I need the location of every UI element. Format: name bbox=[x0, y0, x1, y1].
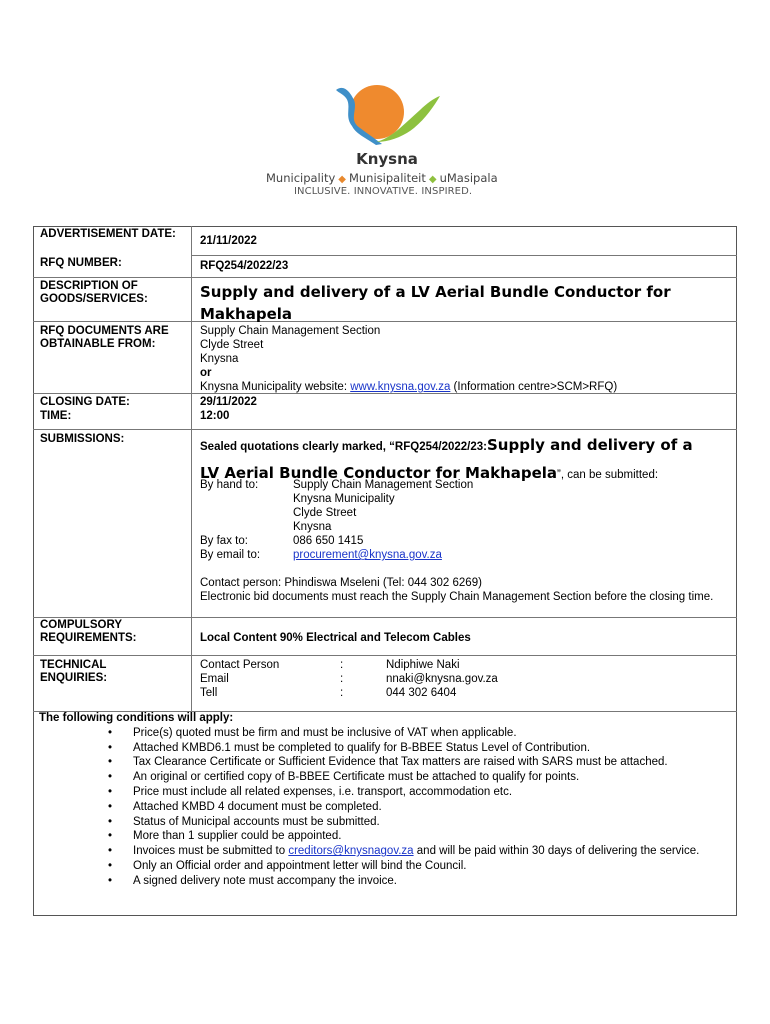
description-label: DESCRIPTION OF GOODS/SERVICES: bbox=[40, 280, 148, 305]
website-suffix: (Information centre>SCM>RFQ) bbox=[450, 381, 618, 393]
by-hand-address bbox=[293, 478, 473, 534]
closing-date-label: CLOSING DATE: bbox=[40, 396, 130, 408]
submissions-intro-prefix: Sealed quotations clearly marked, “RFQ254/2022/23: bbox=[200, 441, 487, 453]
rfq-number-label: RFQ NUMBER: bbox=[40, 257, 122, 269]
email-label: By email to: bbox=[200, 549, 261, 561]
fax-value: 086 650 1415 bbox=[293, 535, 364, 547]
obtainable-line: Supply Chain Management Section bbox=[200, 325, 381, 337]
technical-row-label: Contact Person bbox=[200, 659, 280, 671]
by-hand-label: By hand to: bbox=[200, 479, 259, 491]
obtainable-line: Knysna bbox=[200, 353, 239, 365]
technical-values bbox=[386, 658, 498, 700]
brand-name: Knysna bbox=[356, 150, 418, 168]
condition-item: • Attached KMBD6.1 must be completed to qualify for B-BBEE Status Level of Contribution. bbox=[133, 741, 729, 756]
fax-label: By fax to: bbox=[200, 535, 248, 547]
address-line: Knysna bbox=[293, 521, 332, 533]
description-value: Supply and delivery of a LV Aerial Bundle Conductor for Makhapela bbox=[200, 283, 671, 323]
creditors-email-link[interactable]: creditors@knysnagov.za bbox=[288, 845, 414, 858]
knysna-emblem-icon bbox=[330, 84, 442, 146]
technical-label: TECHNICAL ENQUIRIES: bbox=[40, 659, 108, 684]
municipality-af: Munisipaliteit bbox=[348, 171, 426, 185]
column-divider bbox=[191, 226, 192, 712]
technical-row-sep: : bbox=[340, 673, 344, 685]
technical-row-value: nnaki@knysna.gov.za bbox=[386, 673, 498, 685]
condition-item: • Only an Official order and appointment letter will bind the Council. bbox=[133, 859, 729, 874]
invoice-prefix: Invoices must be submitted to bbox=[133, 845, 289, 858]
row-divider bbox=[33, 655, 737, 656]
technical-row-value: 044 302 6404 bbox=[386, 687, 457, 699]
obtainable-value bbox=[200, 324, 617, 394]
obtainable-line: Clyde Street bbox=[200, 339, 264, 351]
advertisement-date-value: 21/11/2022 bbox=[200, 235, 257, 247]
condition-item: • An original or certified copy of B-BBEE Certificate must be attached to qualify for points. bbox=[133, 770, 729, 785]
condition-item: • Price(s) quoted must be firm and must be inclusive of VAT when applicable. bbox=[133, 726, 729, 741]
technical-labels bbox=[200, 658, 279, 700]
conditions-list bbox=[39, 726, 729, 889]
separator-dot-icon: ◆ bbox=[338, 174, 346, 185]
website-prefix: Knysna Municipality website: bbox=[200, 381, 351, 393]
submissions-label: SUBMISSIONS: bbox=[40, 433, 125, 445]
tagline: INCLUSIVE. INNOVATIVE. INSPIRED. bbox=[294, 186, 473, 197]
contact-person-text: Contact person: Phindiswa Mseleni (Tel: 044 302 6269) bbox=[200, 577, 482, 589]
address-line: Supply Chain Management Section bbox=[293, 479, 474, 491]
technical-row-sep: : bbox=[340, 687, 344, 699]
municipality-xh: uMasipala bbox=[439, 171, 498, 185]
separator-dot-icon: ◆ bbox=[428, 174, 437, 185]
submissions-title-a: Supply and delivery of a bbox=[487, 436, 693, 454]
condition-item: • Tax Clearance Certificate or Sufficient Evidence that Tax matters are raised with SARS must be attached. bbox=[133, 755, 729, 770]
address-line: Knysna Municipality bbox=[293, 493, 395, 505]
time-label: TIME: bbox=[40, 410, 72, 422]
address-line: Clyde Street bbox=[293, 507, 357, 519]
conditions-heading: The following conditions will apply: bbox=[39, 712, 234, 724]
technical-row-value: Ndiphiwe Naki bbox=[386, 659, 460, 671]
condition-item: • Price must include all related expenses, i.e. transport, accommodation etc. bbox=[133, 785, 729, 800]
compulsory-value: Local Content 90% Electrical and Telecom Cables bbox=[200, 632, 471, 644]
obtainable-website-line bbox=[200, 380, 617, 394]
obtainable-or: or bbox=[200, 367, 212, 379]
website-link[interactable]: www.knysna.gov.za bbox=[350, 381, 451, 393]
condition-item-invoice bbox=[133, 844, 729, 859]
advertisement-date-label: ADVERTISEMENT DATE: bbox=[40, 228, 176, 240]
condition-item: • Attached KMBD 4 document must be completed. bbox=[133, 800, 729, 815]
submissions-title-b: LV Aerial Bundle Conductor for Makhapela bbox=[200, 464, 558, 482]
rfq-number-value: RFQ254/2022/23 bbox=[200, 260, 289, 272]
condition-item: • Status of Municipal accounts must be submitted. bbox=[133, 815, 729, 830]
submissions-intro-suffix: ”, can be submitted: bbox=[557, 469, 659, 481]
technical-separators bbox=[340, 658, 343, 700]
row-divider bbox=[191, 255, 737, 256]
procurement-email-link[interactable]: procurement@knysna.gov.za bbox=[293, 549, 442, 561]
row-divider bbox=[33, 617, 737, 618]
technical-row-label: Tell bbox=[200, 687, 218, 699]
condition-item: • A signed delivery note must accompany the invoice. bbox=[133, 874, 729, 889]
row-divider bbox=[33, 429, 737, 430]
row-divider bbox=[33, 277, 737, 278]
technical-row-sep: : bbox=[340, 659, 344, 671]
technical-row-label: Email bbox=[200, 673, 229, 685]
obtainable-label: RFQ DOCUMENTS ARE OBTAINABLE FROM: bbox=[40, 325, 169, 350]
compulsory-label: COMPULSORY REQUIREMENTS: bbox=[40, 619, 137, 644]
municipality-names bbox=[266, 171, 516, 185]
condition-item: • More than 1 supplier could be appointed. bbox=[133, 829, 729, 844]
invoice-suffix: and will be paid within 30 days of delivering the service. bbox=[413, 845, 700, 858]
knysna-logo bbox=[262, 84, 512, 204]
municipality-en: Municipality bbox=[266, 171, 336, 185]
time-value: 12:00 bbox=[200, 410, 230, 422]
electronic-bid-text: Electronic bid documents must reach the Supply Chain Management Section before the closing time. bbox=[200, 591, 714, 603]
closing-date-value: 29/11/2022 bbox=[200, 396, 257, 408]
conditions-section bbox=[39, 711, 729, 889]
